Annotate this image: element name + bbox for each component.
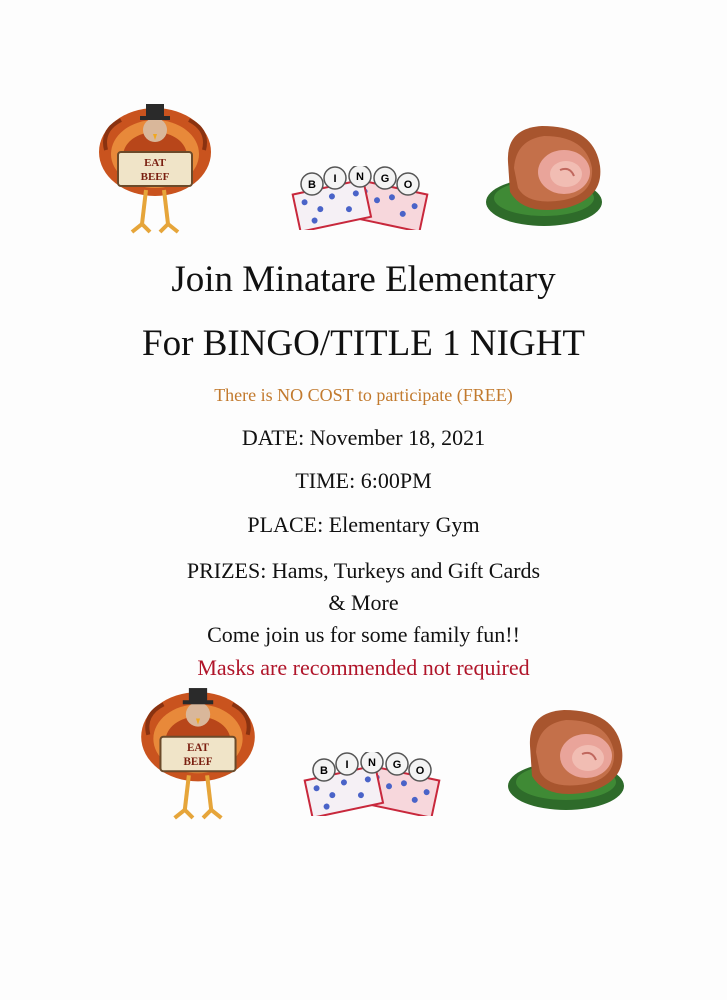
bingo-ball-i-bottom: I — [345, 759, 349, 771]
bingo-cards-clipart-bottom — [302, 752, 444, 816]
bingo-ball-g-bottom: G — [392, 759, 402, 771]
turkey-sign-word-1: EAT — [144, 157, 166, 169]
cost-note: There is NO COST to participate (FREE) — [214, 385, 513, 405]
event-time: TIME: 6:00PM — [295, 468, 432, 493]
bingo-ball-g: G — [380, 173, 390, 185]
ham-clipart — [484, 122, 606, 228]
event-date: DATE: November 18, 2021 — [241, 425, 486, 450]
bingo-ball-n-bottom: N — [368, 757, 376, 769]
bingo-ball-b: B — [308, 179, 316, 191]
ham-clipart-bottom — [506, 706, 628, 812]
bingo-ball-n: N — [356, 171, 364, 183]
title-line-1: Join Minatare Elementary — [171, 259, 556, 300]
bingo-cards-clipart — [290, 166, 432, 230]
prizes-line-2: & More — [328, 590, 399, 615]
turkey-eat-beef-clipart-bottom — [138, 684, 258, 824]
title-line-2: For BINGO/TITLE 1 NIGHT — [142, 323, 585, 364]
turkey-sign-word-2-bottom: BEEF — [183, 756, 213, 769]
bingo-ball-i: I — [333, 173, 337, 185]
turkey-eat-beef-clipart — [96, 100, 214, 238]
turkey-sign-word-1-bottom: EAT — [186, 741, 210, 754]
event-place: PLACE: Elementary Gym — [247, 512, 480, 537]
bingo-ball-o-bottom: O — [415, 765, 425, 777]
masks-note: Masks are recommended not required — [197, 655, 530, 680]
turkey-sign-word-2: BEEF — [140, 171, 170, 183]
bingo-ball-o: O — [403, 179, 413, 191]
prizes-line-1: PRIZES: Hams, Turkeys and Gift Cards — [186, 558, 541, 583]
bingo-ball-b-bottom: B — [320, 765, 328, 777]
invite-text: Come join us for some family fun!! — [207, 622, 520, 647]
